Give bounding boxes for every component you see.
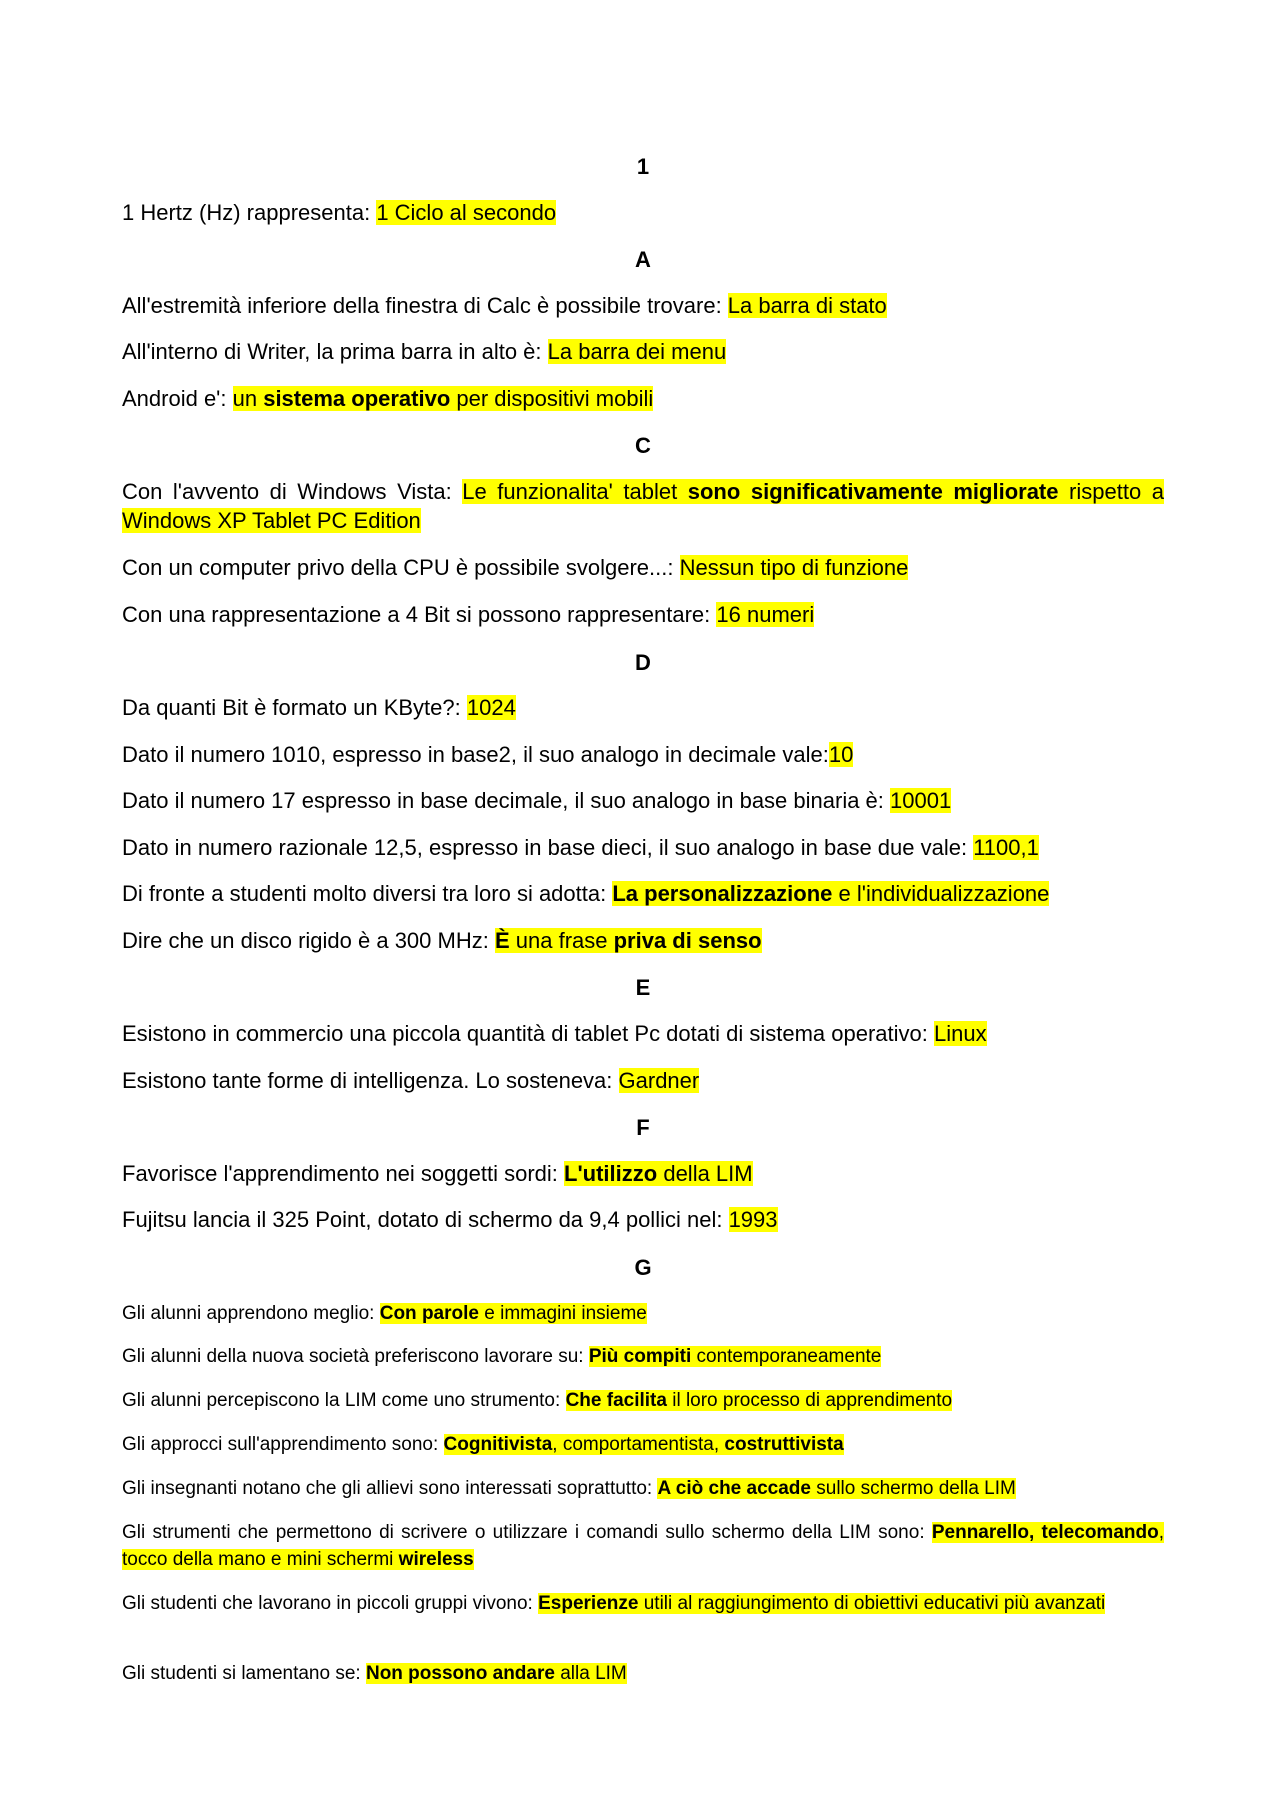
answer: La barra di stato [727,293,887,318]
answer: 10001 [890,788,952,813]
qa-item-17 [122,786,1164,815]
answer: L'utilizzo della LIM [564,1161,753,1186]
qa-item-apprendono [122,1300,1164,1327]
section-heading-1: 1 [636,154,650,179]
qa-item-sordi [122,1159,1164,1188]
question: Gli alunni della nuova società preferiscono lavorare su: [122,1346,589,1367]
question: Dato in numero razionale 12,5, espresso in base dieci, il suo analogo in base due vale: [122,835,974,860]
qa-item-percepiscono [122,1387,1164,1414]
answer: Che facilita il loro processo di apprendimento [565,1390,953,1411]
answer: Più compiti contemporaneamente [588,1346,882,1367]
answer: Gardner [618,1068,700,1093]
qa-item-4bit [122,600,1164,629]
answer: Con parole e immagini insieme [379,1303,647,1324]
answer: Non possono andare alla LIM [365,1663,627,1684]
question: Gli studenti che lavorano in piccoli gruppi vivono: [122,1593,539,1614]
question: 1 Hertz (Hz) rappresenta: [122,200,377,225]
answer: Nessun tipo di funzione [679,555,909,580]
question: Dire che un disco rigido è a 300 MHz: [122,928,495,953]
question: Gli insegnanti notano che gli allievi sono interessati soprattutto: [122,1478,658,1499]
question: Esistono tante forme di intelligenza. Lo sosteneva: [122,1068,619,1093]
qa-item-vista [122,477,1164,535]
qa-item-gardner [122,1066,1164,1095]
answer: Esperienze utili al raggiungimento di obiettivi educativi più avanzati [538,1593,1106,1614]
section-heading-c: C [635,433,651,458]
qa-item-approcci [122,1431,1164,1458]
qa-item-1010 [122,740,1164,769]
question: Gli alunni percepiscono la LIM come uno strumento: [122,1390,566,1411]
question: Con un computer privo della CPU è possibile svolgere...: [122,555,680,580]
qa-item-disco-rigido [122,926,1164,955]
qa-item-android [122,384,1164,413]
qa-item-kbyte [122,693,1164,722]
question: Con l'avvento di Windows Vista: [122,479,463,504]
question: Dato il numero 17 espresso in base decimale, il suo analogo in base binaria è: [122,788,891,813]
question: Esistono in commercio una piccola quantità di tablet Pc dotati di sistema operativo: [122,1021,934,1046]
qa-item-hertz [122,198,1164,227]
section-heading-f: F [636,1115,650,1140]
section-heading-a: A [635,247,651,272]
qa-item-writer [122,337,1164,366]
question: Dato il numero 1010, espresso in base2, il suo analogo in decimale vale: [122,742,829,767]
qa-item-12-5 [122,833,1164,862]
answer: un sistema operativo per dispositivi mobili [232,386,654,411]
question: All'estremità inferiore della finestra di Calc è possibile trovare: [122,293,728,318]
answer: Linux [933,1021,987,1046]
question: Gli alunni apprendono meglio: [122,1303,380,1324]
section-heading-d: D [635,650,651,675]
answer: 1993 [728,1207,778,1232]
qa-item-strumenti [122,1519,1164,1573]
qa-item-cpu [122,553,1164,582]
question: All'interno di Writer, la prima barra in alto è: [122,339,548,364]
answer: Pennarello, telecomando, tocco della mano e mini schermi wireless [122,1522,1164,1570]
qa-item-fujitsu [122,1205,1164,1234]
qa-item-lamentano [122,1660,1164,1687]
answer: 1024 [466,695,516,720]
answer: 1 Ciclo al secondo [376,200,557,225]
answer: Le funzionalita' tablet sono significativamente migliorate rispetto a Windows XP Tablet PC Edition [122,479,1164,533]
question: Con una rappresentazione a 4 Bit si possono rappresentare: [122,602,717,627]
qa-item-linux [122,1019,1164,1048]
answer: 1100,1 [973,835,1039,860]
section-heading-e: E [635,975,651,1000]
question: Di fronte a studenti molto diversi tra loro si adotta: [122,881,613,906]
question: Gli strumenti che permettono di scrivere o utilizzare i comandi sullo schermo della LIM sono: [122,1522,932,1543]
question: Da quanti Bit è formato un KByte?: [122,695,467,720]
answer: 10 [828,742,854,767]
answer: È una frase priva di senso [494,928,762,953]
qa-item-piccoli-gruppi [122,1590,1164,1617]
qa-item-calc [122,291,1164,320]
qa-item-insegnanti [122,1475,1164,1502]
answer: La barra dei menu [547,339,727,364]
question: Android e': [122,386,233,411]
answer: A ciò che accade sullo schermo della LIM [657,1478,1016,1499]
question: Fujitsu lancia il 325 Point, dotato di schermo da 9,4 pollici nel: [122,1207,729,1232]
section-heading-g: G [634,1255,652,1280]
question: Gli approcci sull'apprendimento sono: [122,1434,444,1455]
answer: 16 numeri [716,602,815,627]
qa-item-nuova-societa [122,1343,1164,1370]
qa-item-studenti-diversi [122,879,1164,908]
answer: Cognitivista, comportamentista, costruttivista [443,1434,844,1455]
question: Favorisce l'apprendimento nei soggetti sordi: [122,1161,564,1186]
question: Gli studenti si lamentano se: [122,1663,366,1684]
answer: La personalizzazione e l'individualizzazione [612,881,1050,906]
